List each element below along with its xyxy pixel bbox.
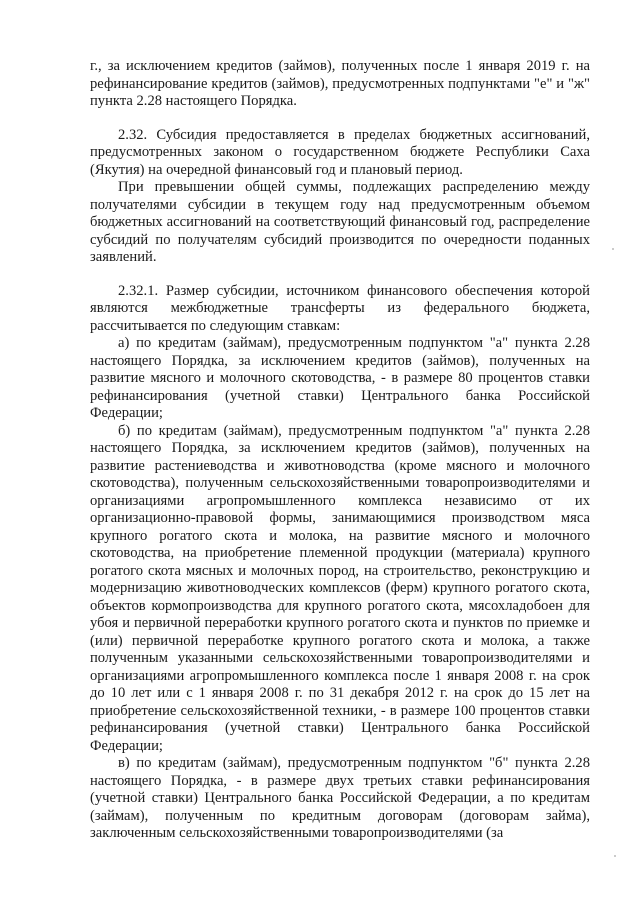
paragraph-continuation: г., за исключением кредитов (займов), полученных после 1 января 2019 г. на рефинансирование кредитов (займов), предусмотренных подпунктами "е" и "ж" пункта 2.28 настоящего Порядка.	[90, 58, 590, 109]
paragraph-2-32: 2.32. Субсидия предоставляется в пределах бюджетных ассигнований, предусмотренных законом о государственном бюджете Республики Саха (Якутия) на очередной финансовый год и плановый период.	[90, 126, 590, 178]
paragraph-2-32-1: 2.32.1. Размер субсидии, источником финансового обеспечения которой являются межбюджетные трансферты из федерального бюджета, рассчитывается по следующим ставкам:	[90, 282, 590, 334]
list-item-b: б) по кредитам (займам), предусмотренным подпунктом "а" пункта 2.28 настоящего Порядка, за исключением кредитов (займов), полученных на развитие растениеводства и животноводства (кроме мясного и молочного скотоводства), полученным сельскохозяйственными товаропроизводителями и организациями агропромышленного комплекса независимо от их организационно-правовой формы, занимающимися производством мяса крупного рогатого скота и молока, на развитие мясного и молочного скотоводства, на приобретение племенной продукции (материала) крупного рогатого скота мясных и молочных пород, на строительство, реконструкцию и модернизацию животноводческих комплексов (ферм) крупного рогатого скота, объектов кормопроизводства для крупного рогатого скота, мясохладобоен для убоя и первичной переработки крупного рогатого скота и пунктов по приемке и (или) первичной переработке крупного рогатого скота и молока, а также полученным указанными сельскохозяйственными товаропроизводителями и организациями агропромышленного комплекса после 1 января 2008 г. на срок до 10 лет или с 1 января 2008 г. по 31 декабря 2012 г. на срок до 15 лет на приобретение сельскохозяйственной техники, - в размере 100 процентов ставки рефинансирования (учетной ставки) Центрального банка Российской Федерации;	[90, 422, 590, 754]
scan-speck	[614, 855, 616, 857]
list-item-v: в) по кредитам (займам), предусмотренным подпунктом "б" пункта 2.28 настоящего Порядка, - в размере двух третьих ставки рефинансирования (учетной ставки) Центрального банка Российской Федерации, а по кредитам (займам), полученным по кредитным договорам (договорам займа), заключенным сельскохозяйственными товаропроизводителями (за	[90, 755, 590, 841]
document-body	[90, 58, 590, 843]
paragraph-excess-allocation: При превышении общей суммы, подлежащих распределению между получателями субсидии в текущем году над предусмотренным объемом бюджетных ассигнований на соответствующий финансовый год, распределение субсидий по получателям субсидий производится по очередности поданных заявлений.	[90, 179, 590, 265]
list-item-a: а) по кредитам (займам), предусмотренным подпунктом "а" пункта 2.28 настоящего Порядка, за исключением кредитов (займов), полученных на развитие мясного и молочного скотоводства, - в размере 80 процентов ставки рефинансирования (учетной ставки) Центрального банка Российской Федерации;	[90, 335, 590, 421]
scan-speck	[612, 248, 614, 250]
